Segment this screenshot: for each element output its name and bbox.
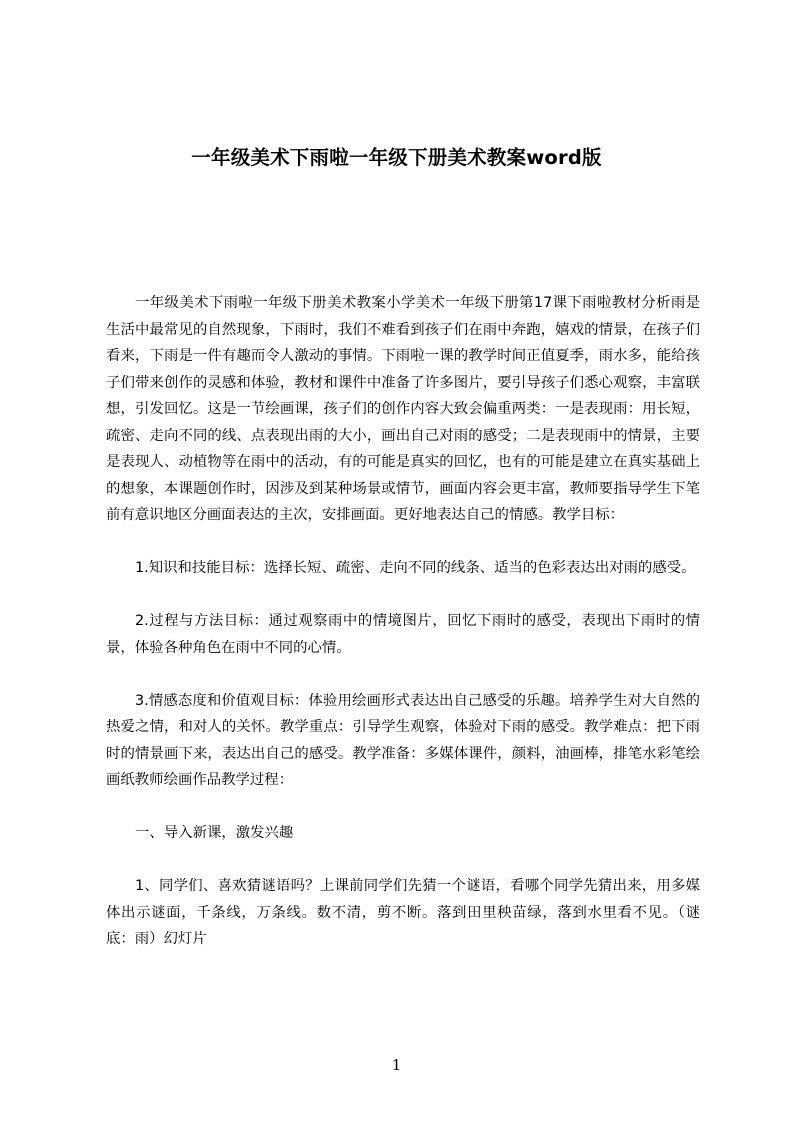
document-title: 一年级美术下雨啦一年级下册美术教案word版	[191, 146, 602, 169]
document-body	[106, 290, 700, 953]
paragraph-spacer	[106, 529, 700, 556]
paragraph-spacer	[106, 661, 700, 688]
paragraph-spacer	[106, 794, 700, 821]
section-heading: 一、导入新课，激发兴趣	[135, 825, 294, 841]
paragraph-spacer	[106, 847, 700, 874]
paragraph-intro: 一年级美术下雨啦一年级下册美术教案小学美术一年级下册第17课下雨啦教材分析雨是生活中最常见的自然现象，下雨时，我们不难看到孩子们在雨中奔跑，嬉戏的情景，在孩子们看来，下雨是一件有趣而令人激动的事情。下雨啦一课的教学时间正值夏季，雨水多，能给孩子们带来创作的灵感和体验，教材和课件中准备了许多图片，要引导孩子们悉心观察，丰富联想，引发回忆。这是一节绘画课，孩子们的创作内容大致会偏重两类：一是表现雨：用长短，疏密、走向不同的线、点表现出雨的大小，画出自己对雨的感受；二是表现雨中的情景，主要是表现人、动植物等在雨中的活动，有的可能是真实的回忆，也有的可能是建立在真实基础上的想象，本课题创作时，因涉及到某种场景或情节，画面内容会更丰富，教师要指导学生下笔前有意识地区分画面表达的主次，安排画面。更好地表达自己的情感。教学目标：	[106, 295, 700, 523]
page-number: 1	[391, 1056, 402, 1074]
paragraph-riddle: 1、同学们、喜欢猜谜语吗？上课前同学们先猜一个谜语，看哪个同学先猜出来，用多媒体出示谜面，千条线，万条线。数不清，剪不断。落到田里秧苗绿，落到水里看不见。（谜底：雨）幻灯片	[106, 878, 700, 947]
paragraph-objective-1: 1.知识和技能目标：选择长短、疏密、走向不同的线条、适当的色彩表达出对雨的感受。	[135, 560, 696, 576]
paragraph-objective-3: 3.情感态度和价值观目标：体验用绘画形式表达出自己感受的乐趣。培养学生对大自然的热爱之情，和对人的关怀。教学重点：引导学生观察，体验对下雨的感受。教学难点：把下雨时的情景画下来，表达出自己的感受。教学准备：多媒体课件，颜料，油画棒，排笔水彩笔绘画纸教师绘画作品教学过程：	[106, 692, 700, 788]
paragraph-objective-2: 2.过程与方法目标：通过观察雨中的情境图片，回忆下雨时的感受，表现出下雨时的情景，体验各种角色在雨中不同的心情。	[106, 613, 700, 656]
paragraph-spacer	[106, 582, 700, 609]
